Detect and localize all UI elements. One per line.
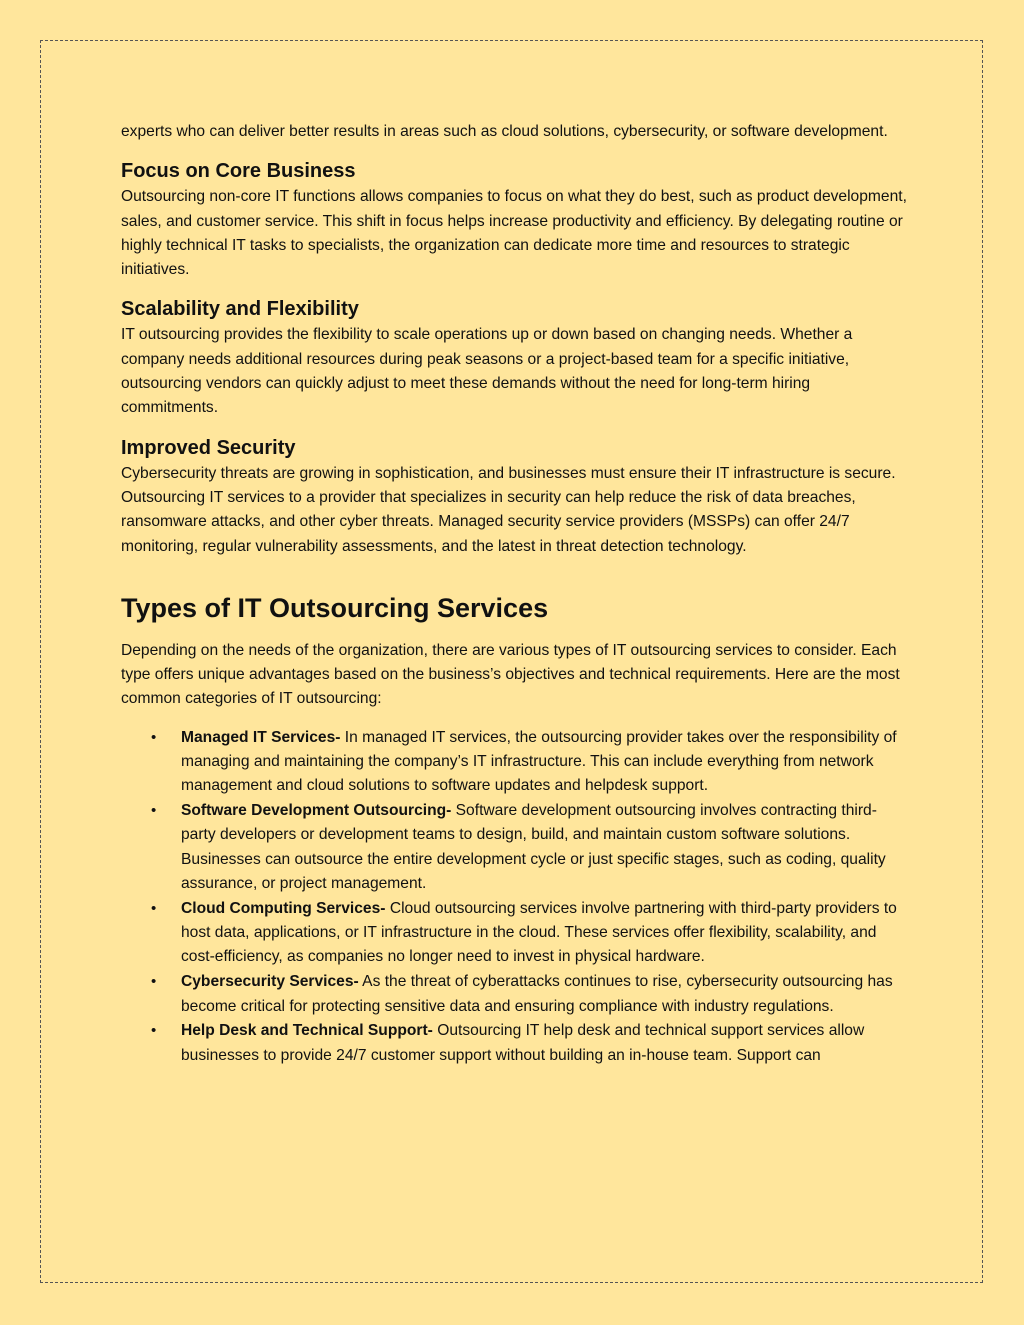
list-item-title: Managed IT Services-: [181, 728, 341, 746]
bullet-icon: •: [151, 899, 157, 917]
document-body: [121, 120, 911, 1068]
section-improved-security: [121, 435, 911, 559]
section-paragraph: Outsourcing non-core IT functions allows companies to focus on what they do best, such as product development, sales, and customer service. This shift in focus helps increase productivity and efficiency. By delegating routine or highly technical IT tasks to specialists, the organization can dedicate more time and resources to strategic initiatives.: [121, 188, 907, 279]
bullet-icon: •: [151, 1022, 157, 1040]
list-item: [121, 1019, 911, 1068]
section-heading: Scalability and Flexibility: [121, 298, 359, 321]
list-item-text: Software development outsourcing involves contracting third-party developers or development teams to design, build, and maintain custom software solutions. Businesses can outsource the entire development cycle or just specific stages, such as coding, quality assurance, or project management.: [181, 802, 886, 893]
list-item-text: Cloud outsourcing services involve partnering with third-party providers to host data, applications, or IT infrastructure in the cloud. These services offer flexibility, scalability, and cost-efficiency, as companies no longer need to invest in physical hardware.: [181, 899, 897, 966]
bullet-icon: •: [151, 728, 157, 746]
list-item: [121, 799, 911, 896]
list-item-title: Software Development Outsourcing-: [181, 802, 452, 820]
section-scalability-flexibility: [121, 296, 911, 420]
types-intro-paragraph: Depending on the needs of the organization, there are various types of IT outsourcing services to consider. Each type offers unique advantages based on the business’s objectives and technical requirements. Here are the most common categories of IT outsourcing:: [121, 641, 900, 708]
list-item: [121, 897, 911, 970]
list-item-text: As the threat of cyberattacks continues to rise, cybersecurity outsourcing has become critical for protecting sensitive data and ensuring compliance with industry regulations.: [181, 973, 893, 1015]
list-item-title: Help Desk and Technical Support-: [181, 1022, 433, 1040]
bullet-icon: •: [151, 973, 157, 991]
section-focus-core-business: [121, 158, 911, 282]
list-item-title: Cloud Computing Services-: [181, 899, 386, 917]
types-heading: Types of IT Outsourcing Services: [121, 592, 549, 623]
service-types-list: [121, 726, 911, 1068]
section-paragraph: Cybersecurity threats are growing in sophistication, and businesses must ensure their IT infrastructure is secure. Outsourcing IT services to a provider that specializes in security can help reduce the risk of data breaches, ransomware attacks, and other cyber threats. Managed security service providers (MSSPs) can offer 24/7 monitoring, regular vulnerability assessments, and the latest in threat detection technology.: [121, 464, 896, 555]
list-item-title: Cybersecurity Services-: [181, 973, 359, 991]
intro-continuation-paragraph: experts who can deliver better results in areas such as cloud solutions, cybersecurity, or software development.: [121, 123, 888, 140]
bullet-icon: •: [151, 802, 157, 820]
list-item-text: In managed IT services, the outsourcing provider takes over the responsibility of managing and maintaining the company’s IT infrastructure. This can include everything from network management and cloud solutions to software updates and helpdesk support.: [181, 728, 897, 795]
list-item: [121, 726, 911, 799]
list-item: [121, 970, 911, 1019]
section-paragraph: IT outsourcing provides the flexibility to scale operations up or down based on changing needs. Whether a company needs additional resources during peak seasons or a project-based team for a specific initiative, outsourcing vendors can quickly adjust to meet these demands without the need for long-term hiring commitments.: [121, 326, 853, 417]
section-heading: Focus on Core Business: [121, 160, 356, 183]
section-heading: Improved Security: [121, 436, 296, 459]
list-item-text: Outsourcing IT help desk and technical support services allow businesses to provide 24/7 customer support without building an in-house team. Support can: [181, 1022, 865, 1064]
